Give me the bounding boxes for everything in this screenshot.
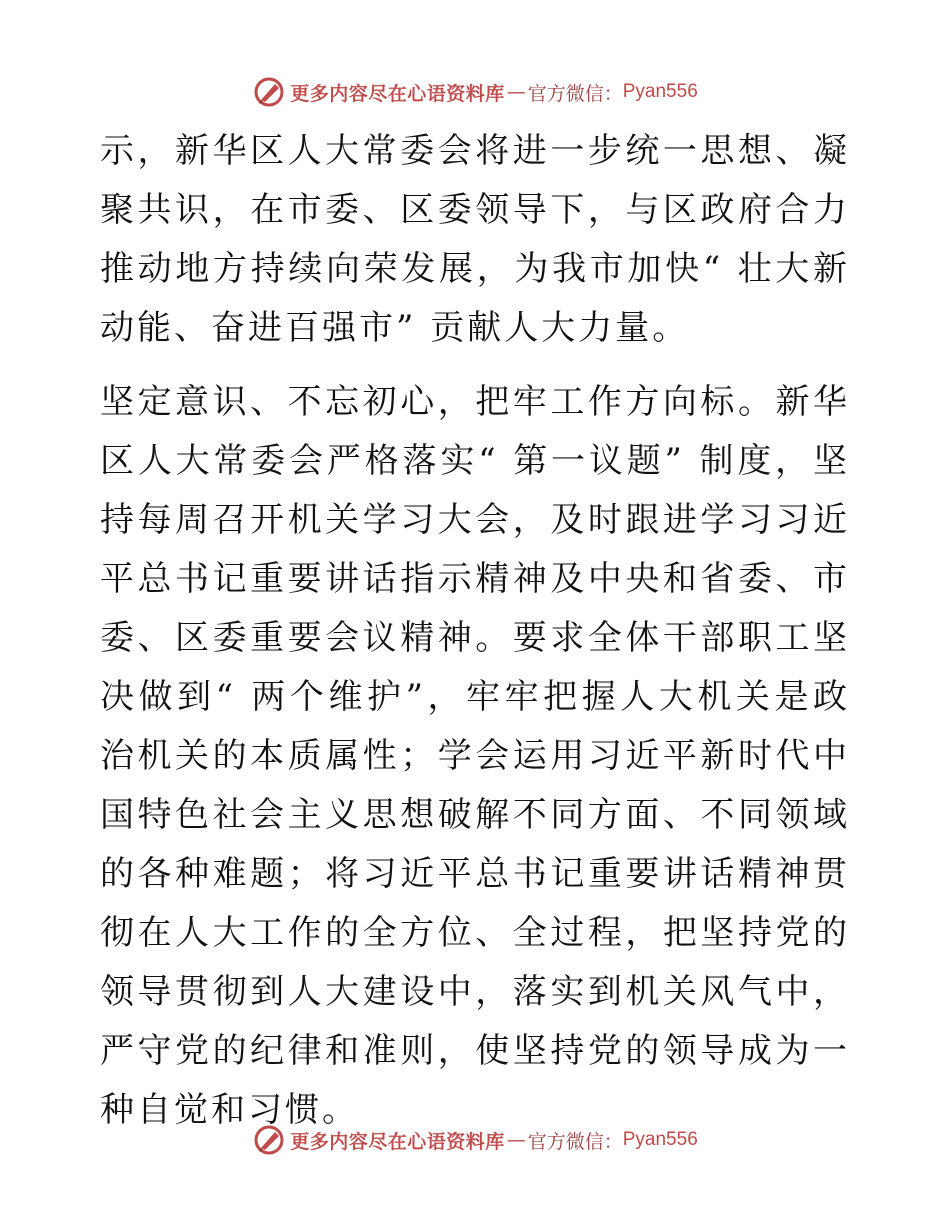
watermark-separator: —: [506, 1129, 526, 1151]
footer-watermark: [0, 1120, 950, 1160]
header-watermark: [0, 72, 950, 112]
document-body: [100, 122, 850, 1140]
pen-logo-icon: [252, 1123, 286, 1157]
watermark-wechat-id: Pyan556: [622, 1129, 698, 1150]
paragraph: 坚定意识、不忘初心，把牢工作方向标。新华区人大常委会严格落实“ 第一议题” 制度，坚持每周召开机关学习大会，及时跟进学习习近平总书记重要讲话指示精神及中央和省委、市委、区委重要会议精神。要求全体干部职工坚决做到“ 两个维护”，牢牢把握人大机关是政治机关的本质属性；学会运用习近平新时代中国特色社会主义思想破解不同方面、不同领域的各种难题；将习近平总书记重要讲话精神贯彻在人大工作的全方位、全过程，把坚持党的领导贯彻到人大建设中，落实到机关风气中，严守党的纪律和准则，使坚持党的领导成为一种自觉和习惯。: [100, 382, 850, 1130]
watermark-separator: —: [506, 81, 526, 103]
watermark-text: 更多内容尽在心语资料库: [290, 1130, 505, 1153]
watermark-official-label: 官方微信：: [527, 1130, 623, 1153]
watermark-official-label: 官方微信：: [527, 82, 623, 105]
paragraph: 示，新华区人大常委会将进一步统一思想、凝聚共识，在市委、区委领导下，与区政府合力推动地方持续向荣发展，为我市加快“ 壮大新动能、奋进百强市” 贡献人大力量。: [100, 131, 850, 348]
watermark-text: 更多内容尽在心语资料库: [290, 82, 505, 105]
pen-logo-icon: [252, 75, 286, 109]
watermark-wechat-id: Pyan556: [622, 81, 698, 102]
